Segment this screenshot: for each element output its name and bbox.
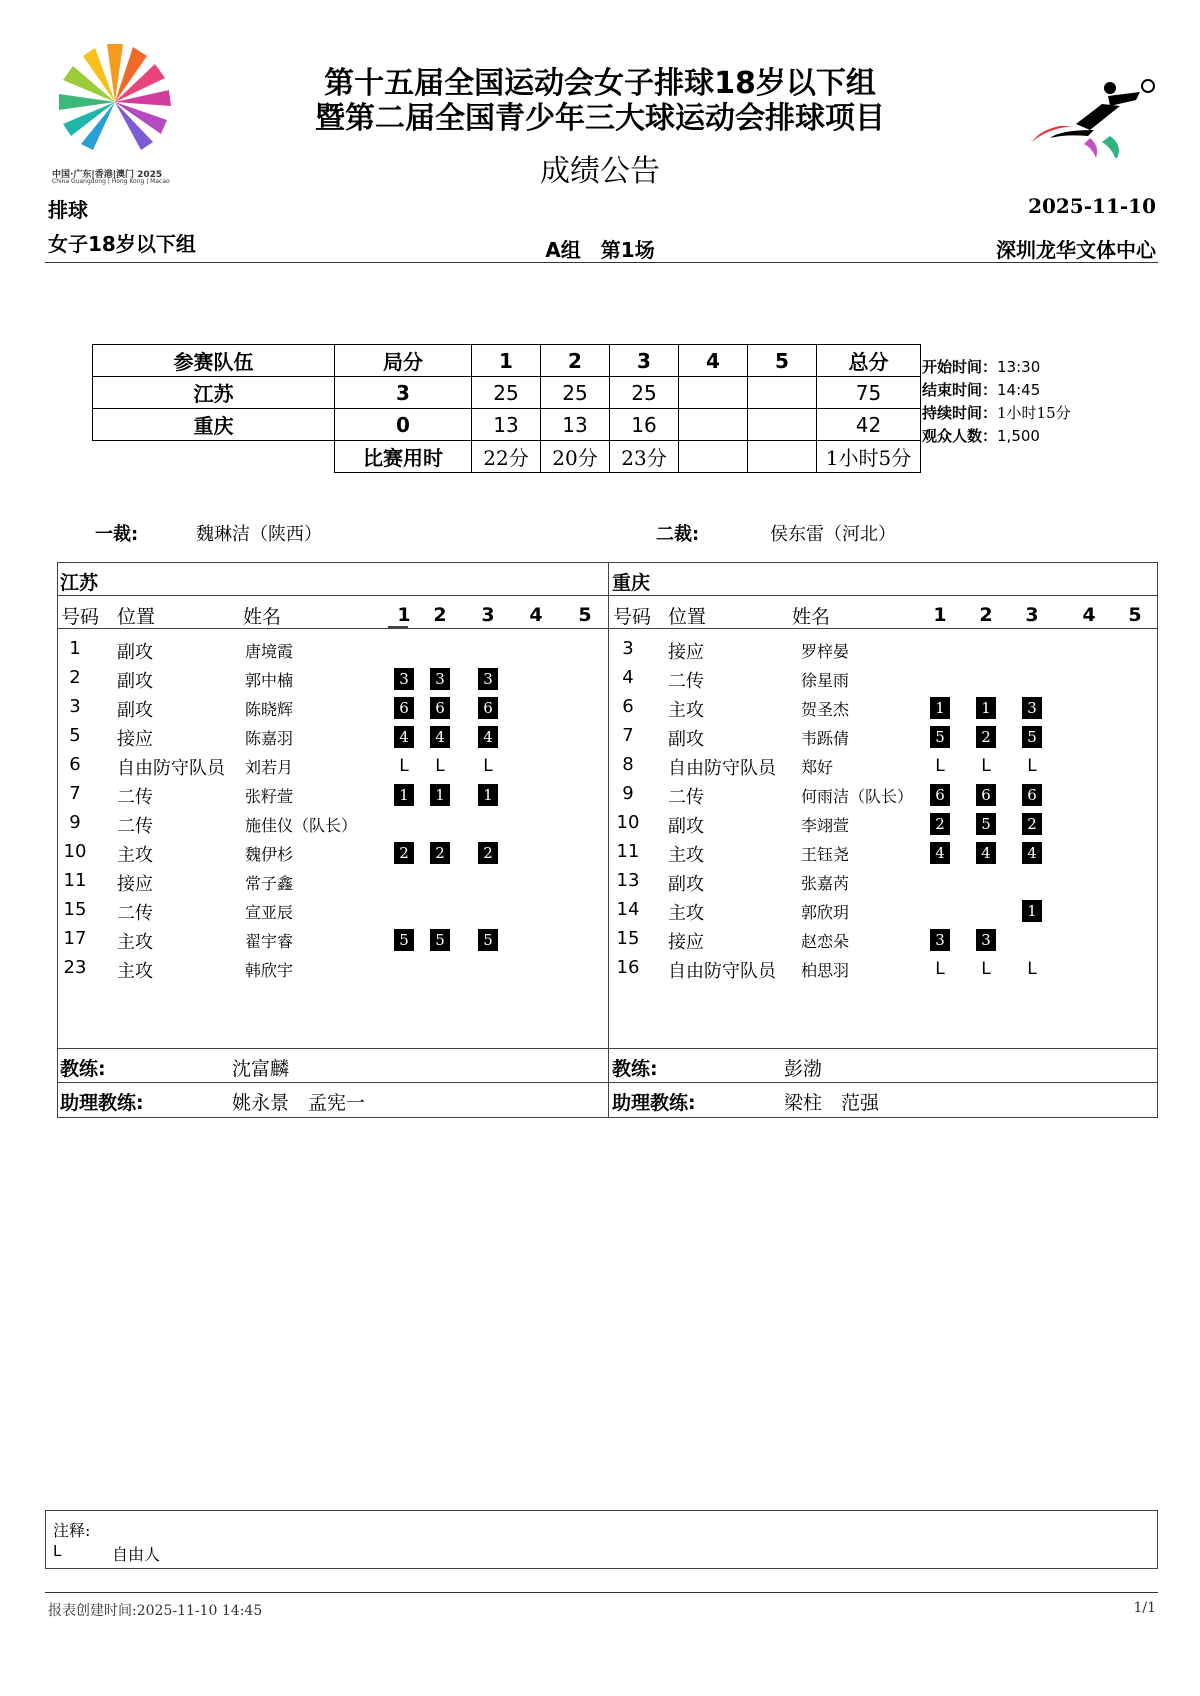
category-label: 女子18岁以下组 [48, 232, 196, 256]
set-header: 1 [933, 604, 947, 626]
set-header: 3 [1025, 604, 1039, 626]
player-position: 副攻 [117, 642, 153, 663]
player-position: 主攻 [117, 845, 153, 866]
report-date: 2025-11-10 [1028, 194, 1156, 218]
total-points: 42 [817, 409, 921, 441]
first-referee: 魏琳洁（陕西） [196, 524, 322, 545]
player-name: 陈晓辉 [245, 700, 294, 719]
player-position: 接应 [117, 874, 153, 895]
starting-position-marker: 5 [394, 929, 414, 951]
team-name: 江苏 [93, 377, 335, 409]
player-position: 自由防守队员 [117, 758, 225, 779]
player-name: 郑好 [801, 758, 834, 777]
player-position: 主攻 [668, 700, 704, 721]
player-number: 10 [616, 812, 640, 833]
set-5-header: 5 [748, 345, 817, 377]
header-divider [45, 262, 1158, 263]
libero-marker: L [981, 756, 991, 776]
starting-position-marker: 3 [478, 668, 498, 690]
starting-position-marker: 5 [430, 929, 450, 951]
starting-position-marker: 1 [430, 784, 450, 806]
libero-marker: L [1027, 959, 1037, 979]
announcement-title: 成绩公告 [540, 154, 660, 189]
player-number: 8 [622, 754, 634, 775]
notes-key: L [53, 1542, 62, 1560]
starting-position-marker: 4 [394, 726, 414, 748]
player-name: 徐星雨 [801, 671, 850, 690]
player-name: 张籽萱 [245, 787, 294, 806]
starting-position-marker: 4 [976, 842, 996, 864]
player-number: 3 [622, 638, 634, 659]
total-duration: 1小时5分 [817, 441, 921, 473]
starting-position-marker: 6 [976, 784, 996, 806]
player-position: 主攻 [668, 845, 704, 866]
player-name: 常子鑫 [245, 874, 294, 893]
player-number: 9 [69, 812, 81, 833]
player-number: 15 [616, 928, 640, 949]
name-header: 姓名 [243, 606, 282, 628]
set-duration: 20分 [541, 441, 610, 473]
player-number: 7 [622, 725, 634, 746]
starting-position-marker: 6 [1022, 784, 1042, 806]
assistant-coach-names: 姚永景 孟宪一 [232, 1092, 366, 1114]
set-header: 3 [481, 604, 495, 626]
starting-position-marker: 3 [976, 929, 996, 951]
total-points: 75 [817, 377, 921, 409]
set-header: 2 [979, 604, 993, 626]
starting-position-marker: 3 [930, 929, 950, 951]
second-referee-label: 二裁: [656, 524, 700, 545]
player-position: 二传 [117, 816, 153, 837]
logo-caption-en: China Guangdong | Hong Kong | Macao [52, 178, 170, 185]
player-name: 罗梓晏 [801, 642, 850, 661]
sport-label: 排球 [48, 198, 88, 222]
libero-marker: L [399, 756, 409, 776]
player-number: 10 [63, 841, 87, 862]
report-created: 报表创建时间:2025-11-10 14:45 [48, 1603, 263, 1619]
player-number: 23 [63, 957, 87, 978]
coach-label: 教练: [60, 1058, 106, 1080]
starting-position-marker: 2 [1022, 813, 1042, 835]
player-number: 6 [69, 754, 81, 775]
player-position: 副攻 [117, 671, 153, 692]
starting-position-marker: 4 [430, 726, 450, 748]
starting-position-marker: 5 [976, 813, 996, 835]
page-number: 1/1 [1133, 1600, 1156, 1616]
notes-meaning: 自由人 [112, 1545, 161, 1564]
player-name: 宣亚辰 [245, 903, 294, 922]
score-table [92, 344, 921, 473]
number-header: 号码 [613, 606, 652, 628]
player-number: 9 [622, 783, 634, 804]
team-name: 江苏 [60, 572, 99, 594]
starting-position-marker: 1 [976, 697, 996, 719]
team-roster-jiangsu [57, 562, 608, 1116]
libero-marker: L [483, 756, 493, 776]
starting-position-marker: 5 [930, 726, 950, 748]
notes-box [45, 1510, 1158, 1569]
player-position: 主攻 [117, 961, 153, 982]
player-number: 6 [622, 696, 634, 717]
starting-position-marker: 2 [478, 842, 498, 864]
player-number: 7 [69, 783, 81, 804]
player-name: 贺圣杰 [801, 700, 850, 719]
starting-position-marker: 6 [394, 697, 414, 719]
starting-position-marker: 3 [394, 668, 414, 690]
player-position: 主攻 [668, 903, 704, 924]
player-name: 翟宇睿 [245, 932, 294, 951]
coach-name: 彭渤 [784, 1058, 823, 1080]
logo-caption: 中国·广东|香港|澳门 2025 [52, 170, 163, 180]
set-duration: 23分 [610, 441, 679, 473]
set-points: 13 [541, 409, 610, 441]
empty-cell [93, 441, 335, 473]
libero-marker: L [981, 959, 991, 979]
libero-marker: L [935, 959, 945, 979]
player-name: 陈嘉羽 [245, 729, 294, 748]
duration-row [93, 441, 921, 473]
starting-position-marker: 5 [478, 929, 498, 951]
starting-position-marker: 4 [1022, 842, 1042, 864]
team-column-header: 参赛队伍 [93, 345, 335, 377]
player-position: 接应 [117, 729, 153, 750]
group-match-label: A组 第1场 [545, 238, 655, 262]
set-points [748, 409, 817, 441]
player-name: 柏思羽 [801, 961, 850, 980]
set-points [679, 409, 748, 441]
set-header: 2 [433, 604, 447, 626]
starting-position-marker: 1 [1022, 900, 1042, 922]
player-position: 二传 [117, 787, 153, 808]
starting-position-marker: 6 [478, 697, 498, 719]
set-header: 4 [1082, 604, 1096, 626]
player-name: 李翊萱 [801, 816, 850, 835]
player-name: 赵恋朵 [801, 932, 850, 951]
player-position: 自由防守队员 [668, 961, 776, 982]
notes-label: 注释: [53, 1521, 91, 1540]
player-position: 副攻 [668, 729, 704, 750]
first-referee-label: 一裁: [95, 524, 139, 545]
score-row-team-1 [93, 377, 921, 409]
starting-position-marker: 2 [930, 813, 950, 835]
player-name: 唐境霞 [245, 642, 294, 661]
duration: 持续时间：1小时15分 [922, 404, 1071, 422]
starting-position-marker: 4 [930, 842, 950, 864]
player-number: 15 [63, 899, 87, 920]
libero-marker: L [435, 756, 445, 776]
player-number: 14 [616, 899, 640, 920]
audience-count: 观众人数：1,500 [922, 427, 1040, 445]
player-name: 王钰尧 [801, 845, 850, 864]
duration-label: 比赛用时 [335, 441, 472, 473]
start-time: 开始时间：13:30 [922, 358, 1041, 376]
starting-position-marker: 1 [930, 697, 950, 719]
player-name: 韦跞倩 [801, 729, 850, 748]
starting-position-marker: 3 [1022, 697, 1042, 719]
starting-position-marker: 2 [976, 726, 996, 748]
player-number: 11 [63, 870, 87, 891]
player-number: 13 [616, 870, 640, 891]
player-name: 何雨洁（队长） [801, 787, 914, 806]
total-column-header: 总分 [817, 345, 921, 377]
venue-label: 深圳龙华文体中心 [996, 238, 1156, 262]
player-name: 刘若月 [245, 758, 294, 777]
score-row-team-2 [93, 409, 921, 441]
assistant-coach-label: 助理教练: [612, 1092, 696, 1114]
score-header-row [93, 345, 921, 377]
sets-won: 0 [335, 409, 472, 441]
player-number: 5 [69, 725, 81, 746]
set-1-header: 1 [472, 345, 541, 377]
player-number: 3 [69, 696, 81, 717]
set-duration [748, 441, 817, 473]
player-number: 11 [616, 841, 640, 862]
player-position: 二传 [668, 671, 704, 692]
player-position: 接应 [668, 932, 704, 953]
player-position: 二传 [668, 787, 704, 808]
player-name: 施佳仪（队长） [245, 816, 358, 835]
libero-marker: L [935, 756, 945, 776]
set-duration: 22分 [472, 441, 541, 473]
starting-position-marker: 4 [478, 726, 498, 748]
set-header: 5 [1128, 604, 1142, 626]
sets-won: 3 [335, 377, 472, 409]
coach-name: 沈富麟 [232, 1058, 290, 1080]
title-line-1: 第十五届全国运动会女子排球18岁以下组 [324, 66, 876, 101]
team-name: 重庆 [612, 572, 651, 594]
set-points: 25 [472, 377, 541, 409]
end-time: 结束时间：14:45 [922, 381, 1041, 399]
team-name: 重庆 [93, 409, 335, 441]
starting-position-marker: 1 [394, 784, 414, 806]
title-line-2: 暨第二届全国青少年三大球运动会排球项目 [315, 101, 885, 136]
number-header: 号码 [61, 606, 100, 628]
set-header: 1 [397, 604, 411, 626]
player-name: 魏伊杉 [245, 845, 294, 864]
set-header: 5 [578, 604, 592, 626]
player-name: 郭中楠 [245, 671, 294, 690]
set-duration [679, 441, 748, 473]
footer-divider [45, 1592, 1158, 1593]
set-2-header: 2 [541, 345, 610, 377]
starting-position-marker: 2 [394, 842, 414, 864]
player-name: 韩欣宇 [245, 961, 294, 980]
position-header: 位置 [668, 606, 707, 628]
starting-position-marker: 6 [430, 697, 450, 719]
assistant-coach-label: 助理教练: [60, 1092, 144, 1114]
player-position: 接应 [668, 642, 704, 663]
set-header: 4 [529, 604, 543, 626]
player-name: 郭欣玥 [801, 903, 850, 922]
starting-position-marker: 6 [930, 784, 950, 806]
team-roster-chongqing [608, 562, 1158, 1116]
position-header: 位置 [117, 606, 156, 628]
libero-marker: L [1027, 756, 1037, 776]
set-points: 25 [610, 377, 679, 409]
player-position: 副攻 [117, 700, 153, 721]
set-points: 16 [610, 409, 679, 441]
set-points [679, 377, 748, 409]
player-name: 张嘉芮 [801, 874, 850, 893]
sets-column-header: 局分 [335, 345, 472, 377]
set-points [748, 377, 817, 409]
player-position: 主攻 [117, 932, 153, 953]
player-number: 16 [616, 957, 640, 978]
player-number: 1 [69, 638, 81, 659]
player-position: 副攻 [668, 816, 704, 837]
name-header: 姓名 [792, 606, 831, 628]
set-3-header: 3 [610, 345, 679, 377]
set-points: 13 [472, 409, 541, 441]
coach-label: 教练: [612, 1058, 658, 1080]
player-number: 4 [622, 667, 634, 688]
starting-position-marker: 2 [430, 842, 450, 864]
player-position: 副攻 [668, 874, 704, 895]
assistant-coach-names: 梁柱 范强 [784, 1092, 880, 1114]
starting-position-marker: 3 [430, 668, 450, 690]
player-number: 2 [69, 667, 81, 688]
player-position: 自由防守队员 [668, 758, 776, 779]
match-info [922, 356, 1071, 448]
player-position: 二传 [117, 903, 153, 924]
player-number: 17 [63, 928, 87, 949]
set-4-header: 4 [679, 345, 748, 377]
set-points: 25 [541, 377, 610, 409]
second-referee: 侯东雷（河北） [770, 524, 896, 545]
starting-position-marker: 5 [1022, 726, 1042, 748]
starting-position-marker: 1 [478, 784, 498, 806]
volleyball-pictogram [1030, 78, 1160, 158]
